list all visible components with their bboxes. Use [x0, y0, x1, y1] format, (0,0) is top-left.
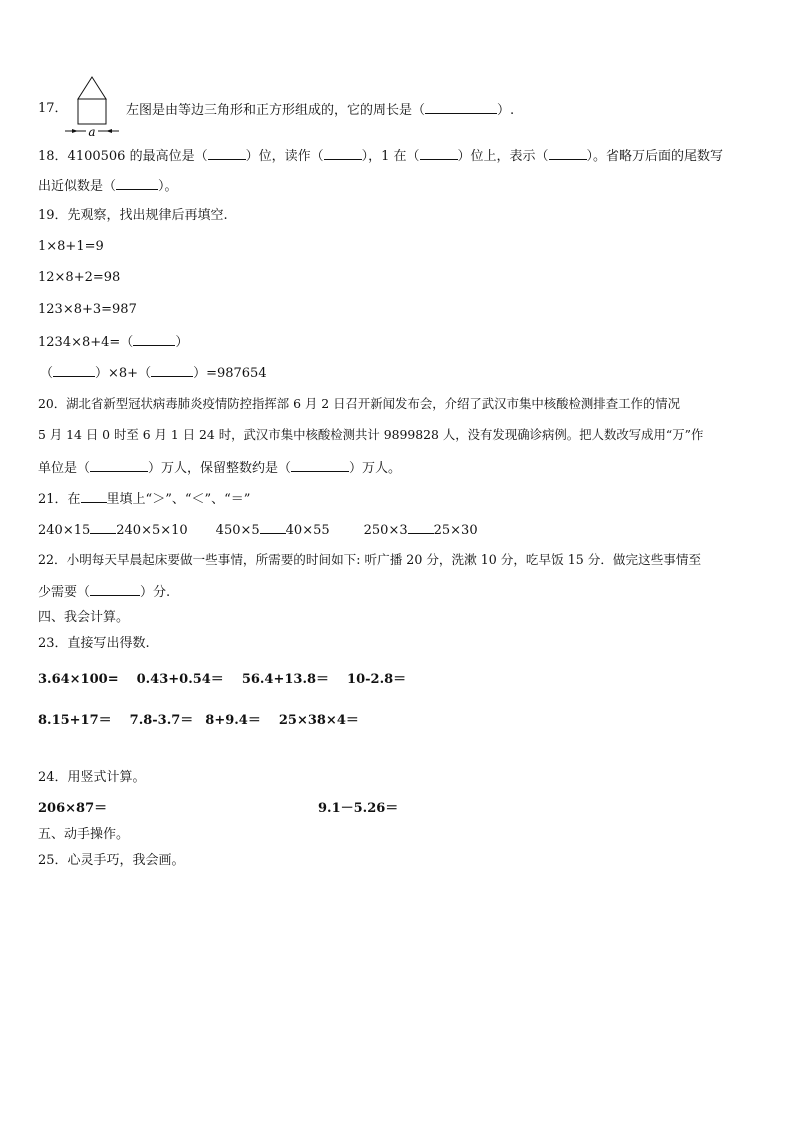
q18-blank-2[interactable] — [324, 147, 362, 160]
q21-blank-2[interactable] — [260, 521, 286, 534]
q19-blank-3[interactable] — [151, 364, 193, 377]
q18-blank-5[interactable] — [116, 177, 158, 190]
q19-blank-2[interactable] — [53, 364, 95, 377]
q21-title: 21．在 里填上“＞”、“＜”、“＝” — [38, 492, 251, 507]
q25-title: 25．心灵手巧，我会画。 — [38, 853, 185, 868]
q19-eq4: 1234×8+4=（ ） — [38, 335, 189, 350]
q17-number: 17． — [38, 101, 68, 116]
q17-answer-blank[interactable] — [425, 101, 497, 114]
triangle-square-figure — [64, 74, 120, 140]
q19-eq1: 1×8+1=9 — [38, 239, 104, 254]
q18-line2: 出近似数是（ ）。 — [38, 179, 178, 194]
q22-line2: 少需要（ ）分. — [38, 585, 171, 600]
q23-title: 23．直接写出得数. — [38, 636, 150, 651]
figure-side-label: a — [88, 125, 96, 139]
q20-line3: 单位是（ ）万人，保留整数约是（ ）万人。 — [38, 461, 402, 476]
q19-eq2: 12×8+2=98 — [38, 270, 121, 285]
q18-line1: 18．4100506 的最高位是（ ）位，读作（ ），1 在（ ）位上，表示（ ）。省略万后面的尾数写 — [38, 149, 724, 164]
q22-blank[interactable] — [90, 583, 140, 596]
q21-item-2: 450×5 40×55 — [215, 523, 330, 538]
q21-blank-3[interactable] — [408, 521, 434, 534]
q19-title: 19．先观察，找出规律后再填空. — [38, 208, 228, 223]
q19-eq3: 123×8+3=987 — [38, 302, 137, 317]
q20-blank-1[interactable] — [90, 459, 148, 472]
q19-blank-1[interactable] — [133, 333, 175, 346]
q20-line1: 20．湖北省新型冠状病毒肺炎疫情防控指挥部 6 月 2 日召开新闻发布会，介绍了武汉市集中核酸检测排查工作的情况 — [38, 396, 681, 411]
q23-row1: 3.64×100= 0.43+0.54＝ 56.4+13.8＝ 10-2.8＝ — [38, 672, 407, 687]
section-5-heading: 五、动手操作。 — [38, 827, 130, 842]
q21-items — [38, 521, 478, 539]
q20-line2: 5 月 14 日 0 时至 6 月 1 日 24 时，武汉市集中核酸检测共计 9899828 人，没有发现确诊病例。把人数改写成用“万”作 — [38, 427, 704, 442]
q18-blank-4[interactable] — [549, 147, 587, 160]
q23-row2: 8.15+17＝ 7.8-3.7＝ 8+9.4＝ 25×38×4＝ — [38, 713, 359, 728]
q24-item-1: 206×87＝ — [38, 801, 108, 816]
q18-blank-1[interactable] — [208, 147, 246, 160]
section-4-heading: 四、我会计算。 — [38, 610, 130, 625]
q24-title: 24．用竖式计算。 — [38, 770, 146, 785]
q24-item-2: 9.1－5.26＝ — [318, 801, 399, 816]
q21-item-1: 240×15 240×5×10 — [38, 523, 188, 538]
q20-blank-2[interactable] — [291, 459, 349, 472]
q19-eq5: （ ）×8+（ ）=987654 — [40, 366, 267, 381]
q18-blank-3[interactable] — [420, 147, 458, 160]
q21-item-3: 250×3 25×30 — [363, 523, 478, 538]
q22-line1: 22．小明每天早晨起床要做一些事情，所需要的时间如下: 听广播 20 分，洗漱 10 分，吃早饭 15 分．做完这些事情至 — [38, 552, 702, 567]
q17-text: 左图是由等边三角形和正方形组成的，它的周长是（ ）. — [126, 103, 515, 118]
q21-blank-1[interactable] — [90, 521, 116, 534]
q21-title-blank — [81, 490, 107, 503]
